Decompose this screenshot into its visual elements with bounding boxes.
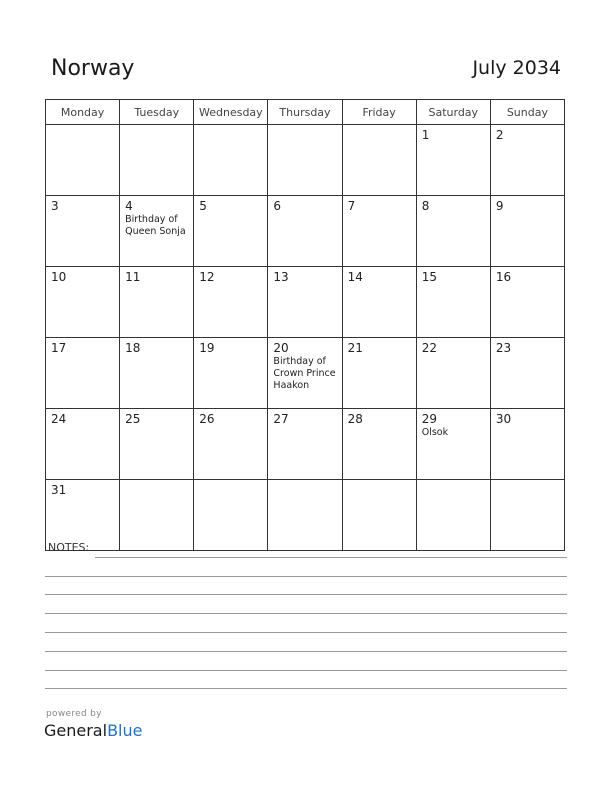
note-line xyxy=(45,670,567,671)
day-number: 22 xyxy=(421,341,437,355)
day-number: 7 xyxy=(347,199,356,213)
weekday-saturday: Saturday xyxy=(416,100,490,125)
day-cell xyxy=(416,409,490,480)
calendar-grid xyxy=(45,99,565,551)
day-number: 26 xyxy=(199,412,215,426)
day-cell xyxy=(342,125,416,196)
day-number: 30 xyxy=(495,412,512,426)
day-cell xyxy=(46,480,120,551)
day-cell xyxy=(46,196,120,267)
day-cell xyxy=(46,338,120,409)
day-cell xyxy=(120,338,194,409)
week-row xyxy=(46,480,565,551)
day-number: 27 xyxy=(273,412,289,426)
day-number: 17 xyxy=(51,341,67,355)
day-cell xyxy=(120,409,194,480)
day-number: 13 xyxy=(273,270,289,284)
week-row xyxy=(46,338,565,409)
day-cell xyxy=(194,409,268,480)
day-cell xyxy=(342,196,416,267)
country-title: Norway xyxy=(51,56,135,81)
day-cell xyxy=(416,196,490,267)
day-number: 9 xyxy=(495,199,504,213)
day-cell xyxy=(46,267,120,338)
day-cell xyxy=(120,196,194,267)
day-number: 24 xyxy=(51,412,67,426)
day-cell xyxy=(416,125,490,196)
day-cell xyxy=(416,480,490,551)
day-cell xyxy=(46,125,120,196)
holiday-label: Birthday of Queen Sonja xyxy=(125,214,186,237)
day-number: 29 xyxy=(421,412,437,426)
day-cell xyxy=(342,338,416,409)
day-cell xyxy=(268,480,342,551)
day-cell xyxy=(268,267,342,338)
note-line xyxy=(45,613,567,614)
day-cell xyxy=(268,338,342,409)
day-number: 31 xyxy=(51,483,67,497)
weekday-friday: Friday xyxy=(342,100,416,125)
note-line xyxy=(45,594,567,595)
week-row xyxy=(46,196,565,267)
day-number: 12 xyxy=(199,270,215,284)
day-cell xyxy=(268,409,342,480)
note-line xyxy=(45,651,567,652)
note-line xyxy=(45,632,567,633)
weekday-wednesday: Wednesday xyxy=(194,100,268,125)
day-cell xyxy=(268,125,342,196)
calendar-body xyxy=(46,125,565,551)
day-cell xyxy=(490,196,564,267)
day-number: 20 xyxy=(273,341,289,355)
day-cell xyxy=(194,480,268,551)
day-number: 25 xyxy=(125,412,141,426)
day-cell xyxy=(416,267,490,338)
day-number: 8 xyxy=(421,199,430,213)
generalblue-logo[interactable] xyxy=(44,721,142,740)
day-number: 19 xyxy=(199,341,215,355)
day-cell xyxy=(490,338,564,409)
day-cell xyxy=(342,409,416,480)
day-cell xyxy=(490,267,564,338)
day-cell xyxy=(342,480,416,551)
day-number: 15 xyxy=(421,270,437,284)
weekday-tuesday: Tuesday xyxy=(120,100,194,125)
day-cell xyxy=(194,125,268,196)
brand-general-text: General xyxy=(44,721,108,740)
note-line xyxy=(45,576,567,577)
month-title: July 2034 xyxy=(472,57,561,79)
day-number: 5 xyxy=(199,199,207,213)
holiday-label: Olsok xyxy=(421,427,449,438)
day-cell xyxy=(120,267,194,338)
notes-label: NOTES: xyxy=(48,541,90,554)
day-number: 23 xyxy=(495,341,512,355)
day-cell xyxy=(120,480,194,551)
day-number: 28 xyxy=(347,412,363,426)
week-row xyxy=(46,409,565,480)
day-cell xyxy=(46,409,120,480)
note-line xyxy=(45,688,567,689)
day-number: 2 xyxy=(495,128,504,142)
day-cell xyxy=(194,267,268,338)
day-cell xyxy=(490,125,564,196)
day-number: 18 xyxy=(125,341,141,355)
note-line xyxy=(95,557,567,558)
day-number: 1 xyxy=(421,128,430,142)
day-number: 4 xyxy=(125,199,133,213)
day-number: 3 xyxy=(51,199,59,213)
day-number: 16 xyxy=(495,270,512,284)
day-cell xyxy=(120,125,194,196)
weekday-sunday: Sunday xyxy=(490,100,564,125)
day-number: 11 xyxy=(125,270,141,284)
day-cell xyxy=(490,409,564,480)
weekday-header-row xyxy=(46,100,565,125)
weekday-thursday: Thursday xyxy=(268,100,342,125)
weekday-monday: Monday xyxy=(46,100,120,125)
day-number: 21 xyxy=(347,341,363,355)
day-number: 10 xyxy=(51,270,67,284)
day-number: 14 xyxy=(347,270,363,284)
day-cell xyxy=(342,267,416,338)
holiday-label: Birthday of Crown Prince Haakon xyxy=(273,356,336,391)
brand-blue-text: Blue xyxy=(107,721,143,740)
day-number: 6 xyxy=(273,199,282,213)
week-row xyxy=(46,267,565,338)
week-row xyxy=(46,125,565,196)
powered-by-text: powered by xyxy=(46,709,102,719)
day-cell xyxy=(490,480,564,551)
day-cell xyxy=(416,338,490,409)
day-cell xyxy=(194,338,268,409)
day-cell xyxy=(194,196,268,267)
day-cell xyxy=(268,196,342,267)
